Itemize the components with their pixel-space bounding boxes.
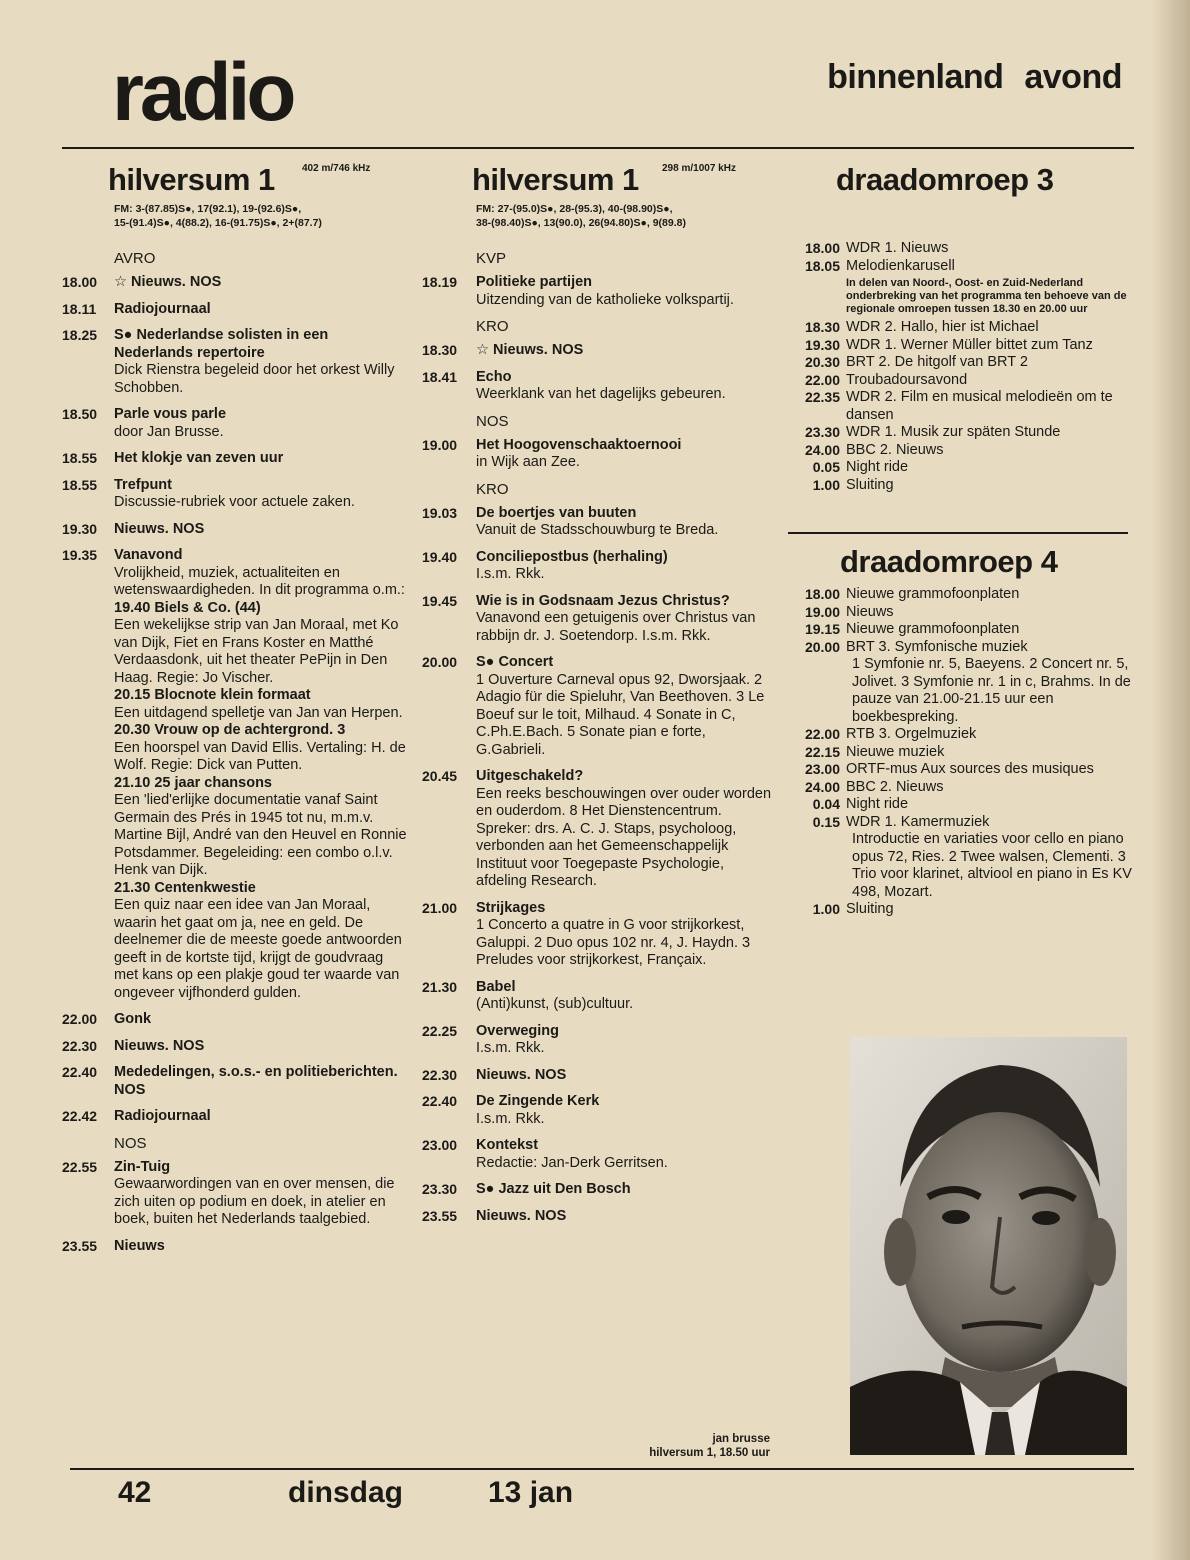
program-description: Een reeks beschouwingen over ouder worden en ouderdom. 8 Het Dienstencentrum. Spreker: drs. A. C. J. Staps, psycholoog, verbonden aan het Gemeenschappelijk Instituut voor Toegepaste Psychologie, afdeling Research.	[476, 785, 772, 889]
program-time: 22.35	[804, 389, 840, 405]
program-entry	[422, 979, 774, 1014]
program-title: WDR 1. Kamermuziek	[846, 813, 990, 830]
program-title: Parle vous parle	[114, 406, 227, 422]
station-header	[422, 150, 774, 248]
program-title: Strijkages	[476, 899, 546, 916]
program-entry	[422, 1067, 774, 1085]
program-title: 1 Symfonie nr. 5, Baeyens. 2 Concert nr. 5, Jolivet. 3 Symfonie nr. 1 in c, Brahms. In de pauze van 21.00-21.15 uur een boekbespreking.	[852, 656, 1131, 725]
schedule-row	[788, 656, 1133, 726]
program-entry	[62, 477, 407, 512]
program-time: 22.55	[62, 1158, 98, 1175]
station-name: hilversum 1	[108, 162, 275, 197]
station-name: draadomroep 4	[840, 544, 1058, 579]
program-title: Sluiting	[846, 901, 894, 917]
program-entry	[422, 654, 774, 759]
program-description: I.s.m. Rkk.	[476, 566, 545, 582]
program-title: Conciliepostbus (herhaling)	[476, 548, 668, 565]
program-time: 23.30	[804, 424, 840, 440]
station-header	[788, 150, 1133, 240]
program-time: 18.50	[62, 406, 98, 422]
program-title: Radiojournaal	[114, 1108, 211, 1124]
program-time: 19.35	[62, 547, 98, 563]
program-title: WDR 2. Film en musical melodieën om te dansen	[846, 389, 1113, 423]
program-description: Dick Rienstra begeleid door het orkest Willy Schobben.	[114, 362, 395, 396]
schedule-row	[788, 901, 1133, 919]
program-time	[788, 656, 842, 726]
program-time: 22.40	[62, 1064, 98, 1080]
schedule-row	[788, 337, 1133, 355]
broadcaster-label: NOS	[476, 412, 509, 430]
program-description: Vanavond een getuigenis over Christus van rabbijn dr. J. Soetendorp. I.s.m. Rkk.	[476, 610, 756, 644]
program-title: Zin-Tuig	[114, 1158, 171, 1175]
program-title: Troubadoursavond	[846, 371, 968, 388]
program-time: 19.30	[804, 336, 840, 353]
station-frequency: 402 m/746 kHz	[302, 163, 371, 174]
schedule-row	[788, 831, 1133, 901]
fm-frequencies: FM: 27-(95.0)S●, 28-(95.3), 40-(98.90)S●, 38-(98.40)S●, 13(90.0), 26(94.80)S●, 9(89.8)	[476, 203, 686, 229]
program-title: S● Concert	[476, 654, 554, 670]
schedule-row	[788, 814, 1133, 832]
program-entry	[62, 521, 407, 539]
schedule-row	[788, 744, 1133, 762]
program-time	[788, 275, 842, 319]
program-description: Vrolijkheid, muziek, actualiteiten en wetenswaardigheden. In dit programma o.m.:	[114, 564, 405, 598]
program-description: door Jan Brusse.	[114, 423, 224, 440]
top-rule	[62, 147, 1134, 149]
program-entry	[422, 505, 774, 540]
schedule-row	[788, 477, 1133, 495]
program-title: Melodienkarusell	[846, 257, 955, 274]
program-time: 24.00	[804, 441, 840, 458]
program-title: Mededelingen, s.o.s.- en politieberichten. NOS	[114, 1064, 398, 1098]
column-hilversum-1-fm	[422, 150, 774, 1234]
program-time: 20.30	[804, 354, 840, 370]
program-list	[422, 342, 774, 404]
schedule-row	[788, 779, 1133, 797]
program-entry	[422, 274, 774, 309]
subprogram-title: 21.10 25 jaar chansons	[114, 774, 272, 791]
program-entry	[62, 1038, 407, 1056]
program-entry	[62, 301, 407, 319]
program-title: Nieuws. NOS	[114, 520, 205, 537]
program-title: S● Nederlandse solisten in een Nederlands repertoire	[114, 327, 329, 361]
program-title: Nieuwe muziek	[846, 743, 945, 760]
station-name: hilversum 1	[472, 162, 639, 197]
program-entry	[422, 1208, 774, 1226]
program-title: Nieuws. NOS	[476, 1066, 567, 1083]
subprogram-description: Een 'lied'erlijke documentatie vanaf Saint Germain des Prés in 1945 tot nu, m.m.v. Martine Bijl, André van den Heuvel en Ronnie Potsdammer. Begeleiding: een combo o.l.v. Henk van Dijk.	[114, 792, 407, 878]
schedule-row	[788, 319, 1133, 337]
program-entry	[62, 406, 407, 441]
subprogram-description: Een wekelijkse strip van Jan Moraal, met Ko van Dijk, Fiet en Frans Koster en Matthé Verdaasdonk, uit het theater PePijn in Den Haag. Regie: Jo Vischer.	[114, 617, 399, 686]
program-title: Het Hoogovenschaaktoernooi	[476, 436, 682, 453]
program-entry	[62, 1011, 407, 1029]
program-time: 22.25	[422, 1022, 458, 1039]
program-entry	[422, 549, 774, 584]
program-time: 22.00	[804, 726, 840, 742]
program-title: Het klokje van zeven uur	[114, 450, 284, 466]
program-time: 24.00	[804, 778, 840, 795]
program-list	[62, 1011, 407, 1126]
station-header	[788, 534, 1133, 586]
schedule-row	[788, 459, 1133, 477]
program-title: S● Jazz uit Den Bosch	[476, 1181, 631, 1197]
broadcaster-label: KVP	[476, 250, 507, 267]
section-title: radio	[112, 47, 293, 138]
program-time: 18.05	[804, 257, 840, 274]
program-description: I.s.m. Rkk.	[476, 1110, 545, 1127]
program-title: Nieuws	[846, 603, 894, 620]
program-time: 19.00	[422, 436, 458, 453]
program-time: 18.00	[804, 586, 840, 602]
program-title: Overweging	[476, 1022, 559, 1039]
program-time: 20.45	[422, 768, 458, 784]
program-time: 21.30	[422, 978, 458, 995]
program-title: Wie is in Godsnaam Jezus Christus?	[476, 592, 730, 609]
program-title: BBC 2. Nieuws	[846, 778, 944, 795]
schedule-row	[788, 761, 1133, 779]
program-title: Gonk	[114, 1011, 152, 1027]
program-title: ☆ Nieuws. NOS	[476, 342, 584, 358]
program-entry	[422, 1023, 774, 1058]
schedule-row	[788, 726, 1133, 744]
subprogram-title: 19.40 Biels & Co. (44)	[114, 599, 261, 616]
program-title: ORTF-mus Aux sources des musiques	[846, 761, 1094, 777]
program-time: 1.00	[812, 901, 840, 917]
program-time: 18.41	[422, 368, 458, 385]
program-title: Nieuws. NOS	[114, 1037, 205, 1054]
program-description: I.s.m. Rkk.	[476, 1040, 545, 1056]
caption-name: jan brusse	[712, 1433, 770, 1445]
program-entry	[62, 547, 407, 1002]
program-entry	[422, 900, 774, 970]
program-time: 18.55	[62, 450, 98, 466]
subprogram-title: 20.30 Vrouw op de achtergrond. 3	[114, 722, 346, 738]
column-draadomroep	[788, 150, 1133, 919]
program-title: Nieuws	[114, 1237, 165, 1254]
schedule-row	[788, 586, 1133, 604]
program-description: Discussie-rubriek voor actuele zaken.	[114, 494, 355, 510]
schedule-row	[788, 354, 1133, 372]
station-header	[62, 150, 407, 248]
program-title: Nieuwe grammofoonplaten	[846, 621, 1020, 637]
program-time: 19.00	[804, 603, 840, 620]
program-time: 18.30	[422, 342, 458, 358]
schedule-row	[788, 604, 1133, 622]
program-time: 23.00	[804, 761, 840, 777]
subprogram-description: Een uitdagend spelletje van Jan van Herpen.	[114, 704, 403, 721]
program-time	[788, 831, 842, 901]
program-title: WDR 1. Musik zur späten Stunde	[846, 424, 1061, 440]
program-description: Weerklank van het dagelijks gebeuren.	[476, 386, 726, 402]
program-entry	[422, 342, 774, 360]
photo-caption	[600, 1432, 770, 1460]
program-time: 18.25	[62, 327, 98, 343]
schedule-row	[788, 639, 1133, 657]
station-name: draadomroep 3	[836, 162, 1054, 197]
fm-frequencies: FM: 3-(87.85)S●, 17(92.1), 19-(92.6)S●, 15-(91.4)S●, 4(88.2), 16-(91.75)S●, 2+(87.7)	[114, 203, 322, 229]
program-description: 1 Concerto a quatre in G voor strijkorkest, Galuppi. 2 Duo opus 102 nr. 4, J. Haydn. 3 Preludes voor strijkorkest, Françaix.	[476, 917, 751, 968]
program-entry	[62, 327, 407, 397]
program-title: De Zingende Kerk	[476, 1093, 600, 1109]
program-title: WDR 1. Nieuws	[846, 240, 949, 256]
subprogram-title: 20.15 Blocnote klein formaat	[114, 687, 311, 703]
program-time: 0.04	[812, 796, 840, 812]
program-description: in Wijk aan Zee.	[476, 454, 580, 470]
program-time: 22.00	[62, 1011, 98, 1027]
program-note: In delen van Noord-, Oost- en Zuid-Nederland onderbreking van het programma ten behoeve van de regionale omroepen tussen 18.30 en 20.00 uur	[846, 277, 1127, 315]
program-list	[422, 274, 774, 309]
program-description: Uitzending van de katholieke volkspartij.	[476, 291, 734, 308]
station-frequency: 298 m/1007 kHz	[662, 163, 736, 174]
program-title: Nieuws. NOS	[476, 1207, 567, 1224]
program-description: (Anti)kunst, (sub)cultuur.	[476, 996, 634, 1012]
schedule-row	[788, 424, 1133, 442]
program-title: Kontekst	[476, 1137, 539, 1153]
program-time: 23.55	[62, 1237, 98, 1254]
program-time: 18.30	[804, 319, 840, 335]
program-time: 1.00	[812, 476, 840, 493]
schedule-row	[788, 389, 1133, 424]
program-title: Uitgeschakeld?	[476, 768, 584, 784]
program-time: 0.05	[812, 459, 840, 475]
program-list	[62, 1159, 407, 1256]
program-time: 18.00	[62, 274, 98, 290]
program-title: RTB 3. Orgelmuziek	[846, 726, 977, 742]
program-title: WDR 2. Hallo, hier ist Michael	[846, 319, 1039, 335]
program-time: 22.30	[62, 1037, 98, 1054]
footer-date: 13 jan	[488, 1476, 574, 1509]
program-list	[422, 437, 774, 472]
program-entry	[422, 593, 774, 646]
program-title: BRT 3. Symfonische muziek	[846, 638, 1028, 655]
program-time: 20.00	[804, 638, 840, 655]
program-entry	[62, 1159, 407, 1229]
program-title: Echo	[476, 368, 512, 385]
program-title: Night ride	[846, 796, 909, 812]
program-time: 19.30	[62, 520, 98, 537]
broadcaster-label: KRO	[476, 318, 509, 335]
program-list	[422, 505, 774, 1226]
program-list	[62, 274, 407, 538]
subprogram-description: Een quiz naar een idee van Jan Moraal, waarin het gaat om ja, nee en geld. De deelnemer die de meeste goede antwoorden geeft in de kortste tijd, krijgt de goudvraag met kans op een plakje goud ter waarde van ongeveer vijfhonderd gulden.	[114, 897, 402, 1001]
schedule-row	[788, 621, 1133, 639]
program-entry	[422, 1093, 774, 1128]
program-time: 22.40	[422, 1093, 458, 1109]
program-title: Trefpunt	[114, 476, 172, 493]
program-time: 22.15	[804, 743, 840, 760]
program-title: Night ride	[846, 459, 909, 475]
program-entry	[422, 437, 774, 472]
broadcaster-label: AVRO	[114, 250, 156, 267]
program-description: 1 Ouverture Carneval opus 92, Dworsjaak. 2 Adagio für die Spieluhr, Van Beethoven. 3 Le Boeuf sur le toit, Milhaud. 4 Sonate in C, C.Ph.E.Bach. 5 Sonate pian e forte, G.Gabrieli.	[476, 671, 765, 758]
portrait-photo	[850, 1037, 1127, 1455]
program-time: 20.00	[422, 654, 458, 670]
page-edge-shadow	[1150, 0, 1190, 1560]
subprogram-description: Een hoorspel van David Ellis. Vertaling: H. de Wolf. Regie: Dick van Putten.	[114, 739, 406, 773]
program-time: 19.40	[422, 548, 458, 565]
program-list	[788, 586, 1133, 919]
program-time: 23.00	[422, 1137, 458, 1153]
program-time: 22.30	[422, 1066, 458, 1083]
caption-detail: hilversum 1, 18.50 uur	[649, 1447, 770, 1459]
broadcaster-label: NOS	[114, 1134, 147, 1152]
schedule-row	[788, 275, 1133, 319]
program-time: 18.00	[804, 240, 840, 256]
program-title: Introductie en variaties voor cello en piano opus 72, Ries. 2 Twee walsen, Clementi. 3 Trio voor klarinet, altviool en piano in Es KV 498, Mozart.	[852, 831, 1132, 900]
program-entry	[422, 768, 774, 891]
program-list	[788, 240, 1133, 494]
program-title: Sluiting	[846, 476, 894, 493]
program-time: 22.42	[62, 1108, 98, 1124]
program-time: 23.30	[422, 1181, 458, 1197]
program-entry	[422, 1181, 774, 1199]
program-time: 22.00	[804, 371, 840, 388]
program-entry	[62, 274, 407, 292]
program-title: WDR 1. Werner Müller bittet zum Tanz	[846, 336, 1093, 353]
schedule-row	[788, 258, 1133, 276]
broadcaster-label: KRO	[476, 480, 509, 498]
program-title: Nieuwe grammofoonplaten	[846, 586, 1020, 602]
program-time: 0.15	[812, 813, 840, 830]
program-entry	[422, 369, 774, 404]
program-entry	[62, 1238, 407, 1256]
schedule-row	[788, 796, 1133, 814]
schedule-row	[788, 240, 1133, 258]
program-title: Babel	[476, 978, 516, 995]
column-hilversum-1-am	[62, 150, 407, 1264]
section-subtitle: binnenland avond	[827, 58, 1122, 96]
program-entry	[422, 1137, 774, 1172]
program-title: Vanavond	[114, 547, 183, 563]
program-time: 21.00	[422, 899, 458, 916]
bottom-rule	[70, 1468, 1134, 1470]
page-number: 42	[118, 1476, 152, 1509]
program-time: 23.55	[422, 1207, 458, 1224]
program-title: ☆ Nieuws. NOS	[114, 274, 222, 290]
program-title: BRT 2. De hitgolf van BRT 2	[846, 354, 1028, 370]
schedule-row	[788, 372, 1133, 390]
program-description: Gewaarwordingen van en over mensen, die zich uiten op podium en doek, in atelier en boek, buiten het Nederlands taalgebied.	[114, 1176, 395, 1227]
program-time: 19.45	[422, 592, 458, 609]
program-entry	[62, 450, 407, 468]
portrait-image	[850, 1037, 1127, 1455]
schedule-row	[788, 442, 1133, 460]
program-description: Redactie: Jan-Derk Gerritsen.	[476, 1154, 668, 1171]
program-entry	[62, 1064, 407, 1099]
program-time: 18.11	[62, 300, 97, 317]
program-time: 19.03	[422, 504, 458, 521]
program-entry	[62, 1108, 407, 1126]
program-title: Radiojournaal	[114, 300, 211, 317]
program-title: Politieke partijen	[476, 274, 593, 290]
program-title: BBC 2. Nieuws	[846, 441, 944, 458]
program-description: Vanuit de Stadsschouwburg te Breda.	[476, 522, 719, 538]
subprogram-title: 21.30 Centenkwestie	[114, 879, 256, 896]
program-title: De boertjes van buuten	[476, 504, 637, 521]
program-time: 18.19	[422, 274, 458, 290]
footer-day: dinsdag	[288, 1476, 404, 1509]
program-time: 19.15	[804, 621, 840, 637]
program-time: 18.55	[62, 476, 98, 493]
